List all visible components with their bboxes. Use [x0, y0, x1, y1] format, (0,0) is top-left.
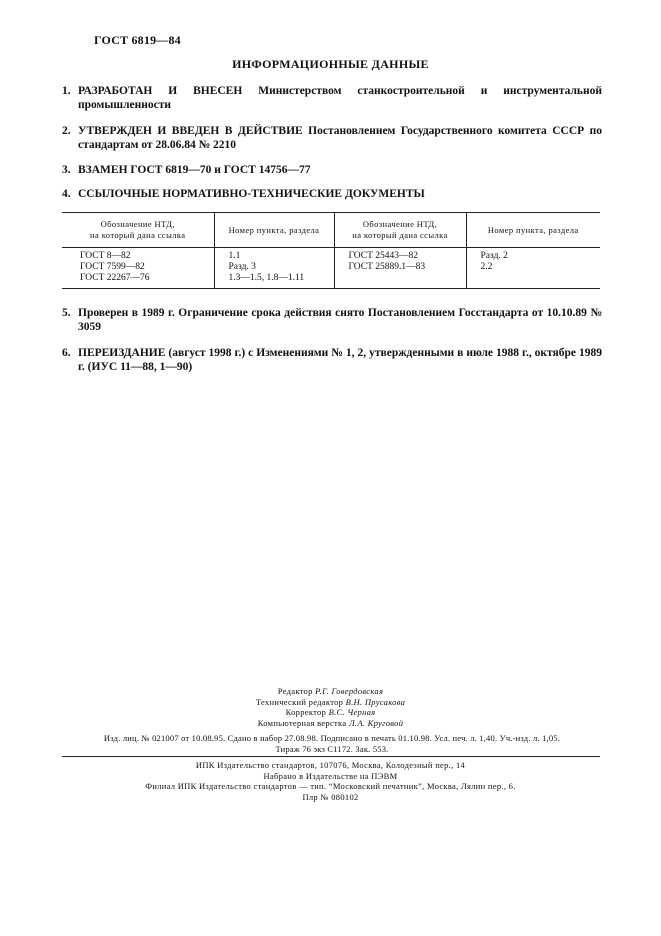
credit-line: Компьютерная верстка Л.А. Круговой: [257, 717, 404, 728]
table-header-row: [62, 213, 600, 248]
item-text: Постановлением Государственного комитета СССР по стандартам от 28.06.84 № 2210: [78, 125, 602, 151]
item-lead: УТВЕРЖДЕН И ВВЕДЕН В ДЕЙСТВИЕ: [78, 125, 303, 137]
info-item-1: [62, 84, 602, 112]
table-cell: ГОСТ 25443—82 ГОСТ 25889.1—83: [334, 248, 466, 289]
item-text: Проверен в 1989 г. Ограничение срока действия снято Постановлением Госстандарта от 10.10.89 № 3059: [78, 307, 602, 333]
editorial-credits: [0, 686, 661, 728]
divider: [62, 756, 600, 757]
credit-line: Технический редактор В.Н. Прусакова: [255, 696, 406, 707]
item-number: 3.: [62, 164, 71, 176]
item-number: 5.: [62, 307, 71, 319]
table-row: [62, 248, 600, 289]
item-text: Министерством станкостроительной и инструментальной промышленности: [78, 85, 602, 111]
item-number: 4.: [62, 188, 71, 200]
document-code: ГОСТ 6819—84: [94, 33, 181, 47]
publisher-line: ИПК Издательство стандартов, 107076, Москва, Колодезный пер., 14: [195, 760, 466, 770]
item-number: 1.: [62, 85, 71, 97]
table-cell: ГОСТ 8—82 ГОСТ 7599—82 ГОСТ 22267—76: [62, 248, 214, 289]
table-cell: 1.1 Разд. 3 1.3—1.5, 1.8—1.11: [214, 248, 334, 289]
publisher-line: Филиал ИПК Издательство стандартов — тип. “Московский печатник”, Москва, Лялин пер., 6.: [145, 781, 516, 791]
credit-line: Редактор Р.Г. Говердовская: [277, 686, 384, 696]
publisher-line: Набрано в Издательстве на ПЭВМ: [263, 770, 398, 781]
header-clause: Номер пункта, раздела: [214, 213, 334, 248]
header-designation: Обозначение НТД, на который дана ссылка: [62, 213, 214, 248]
item-number: 2.: [62, 125, 71, 137]
info-item-4: [62, 187, 602, 201]
info-item-5: [62, 306, 602, 334]
item-number: 6.: [62, 347, 71, 359]
item-lead: ВЗАМЕН ГОСТ 6819—70 и ГОСТ 14756—77: [78, 164, 311, 176]
info-item-2: [62, 124, 602, 152]
publisher-info: [0, 760, 661, 802]
info-item-3: [62, 163, 602, 177]
table-cell: Разд. 2 2.2: [466, 248, 600, 289]
imprint-line: Изд. лиц. № 021007 от 10.08.95. Сдано в набор 27.08.98. Подписано в печать 01.10.98. Усл. печ. л. 1,40. Уч.-изд. л. 1,05.: [103, 733, 561, 743]
item-lead: РАЗРАБОТАН И ВНЕСЕН: [78, 85, 243, 97]
item-lead: ПЕРЕИЗДАНИЕ: [78, 347, 166, 359]
page-title: ИНФОРМАЦИОННЫЕ ДАННЫЕ: [232, 57, 429, 71]
imprint-details: [62, 733, 602, 754]
item-lead: ССЫЛОЧНЫЕ НОРМАТИВНО-ТЕХНИЧЕСКИЕ ДОКУМЕНТЫ: [78, 188, 425, 200]
references-table: [62, 212, 600, 289]
publisher-line: Плр № 080102: [302, 791, 359, 802]
info-item-6: [62, 346, 602, 374]
item-text: (август 1998 г.) с Изменениями № 1, 2, утвержденными в июле 1988 г., октябре 1989 г. (ИУС 11—88, 1—90): [78, 347, 603, 373]
header-designation: Обозначение НТД, на который дана ссылка: [334, 213, 466, 248]
imprint-line: Тираж 76 экз С1172. Зак. 553.: [275, 743, 389, 754]
credit-line: Корректор В.С. Черная: [285, 707, 376, 717]
header-clause: Номер пункта, раздела: [466, 213, 600, 248]
